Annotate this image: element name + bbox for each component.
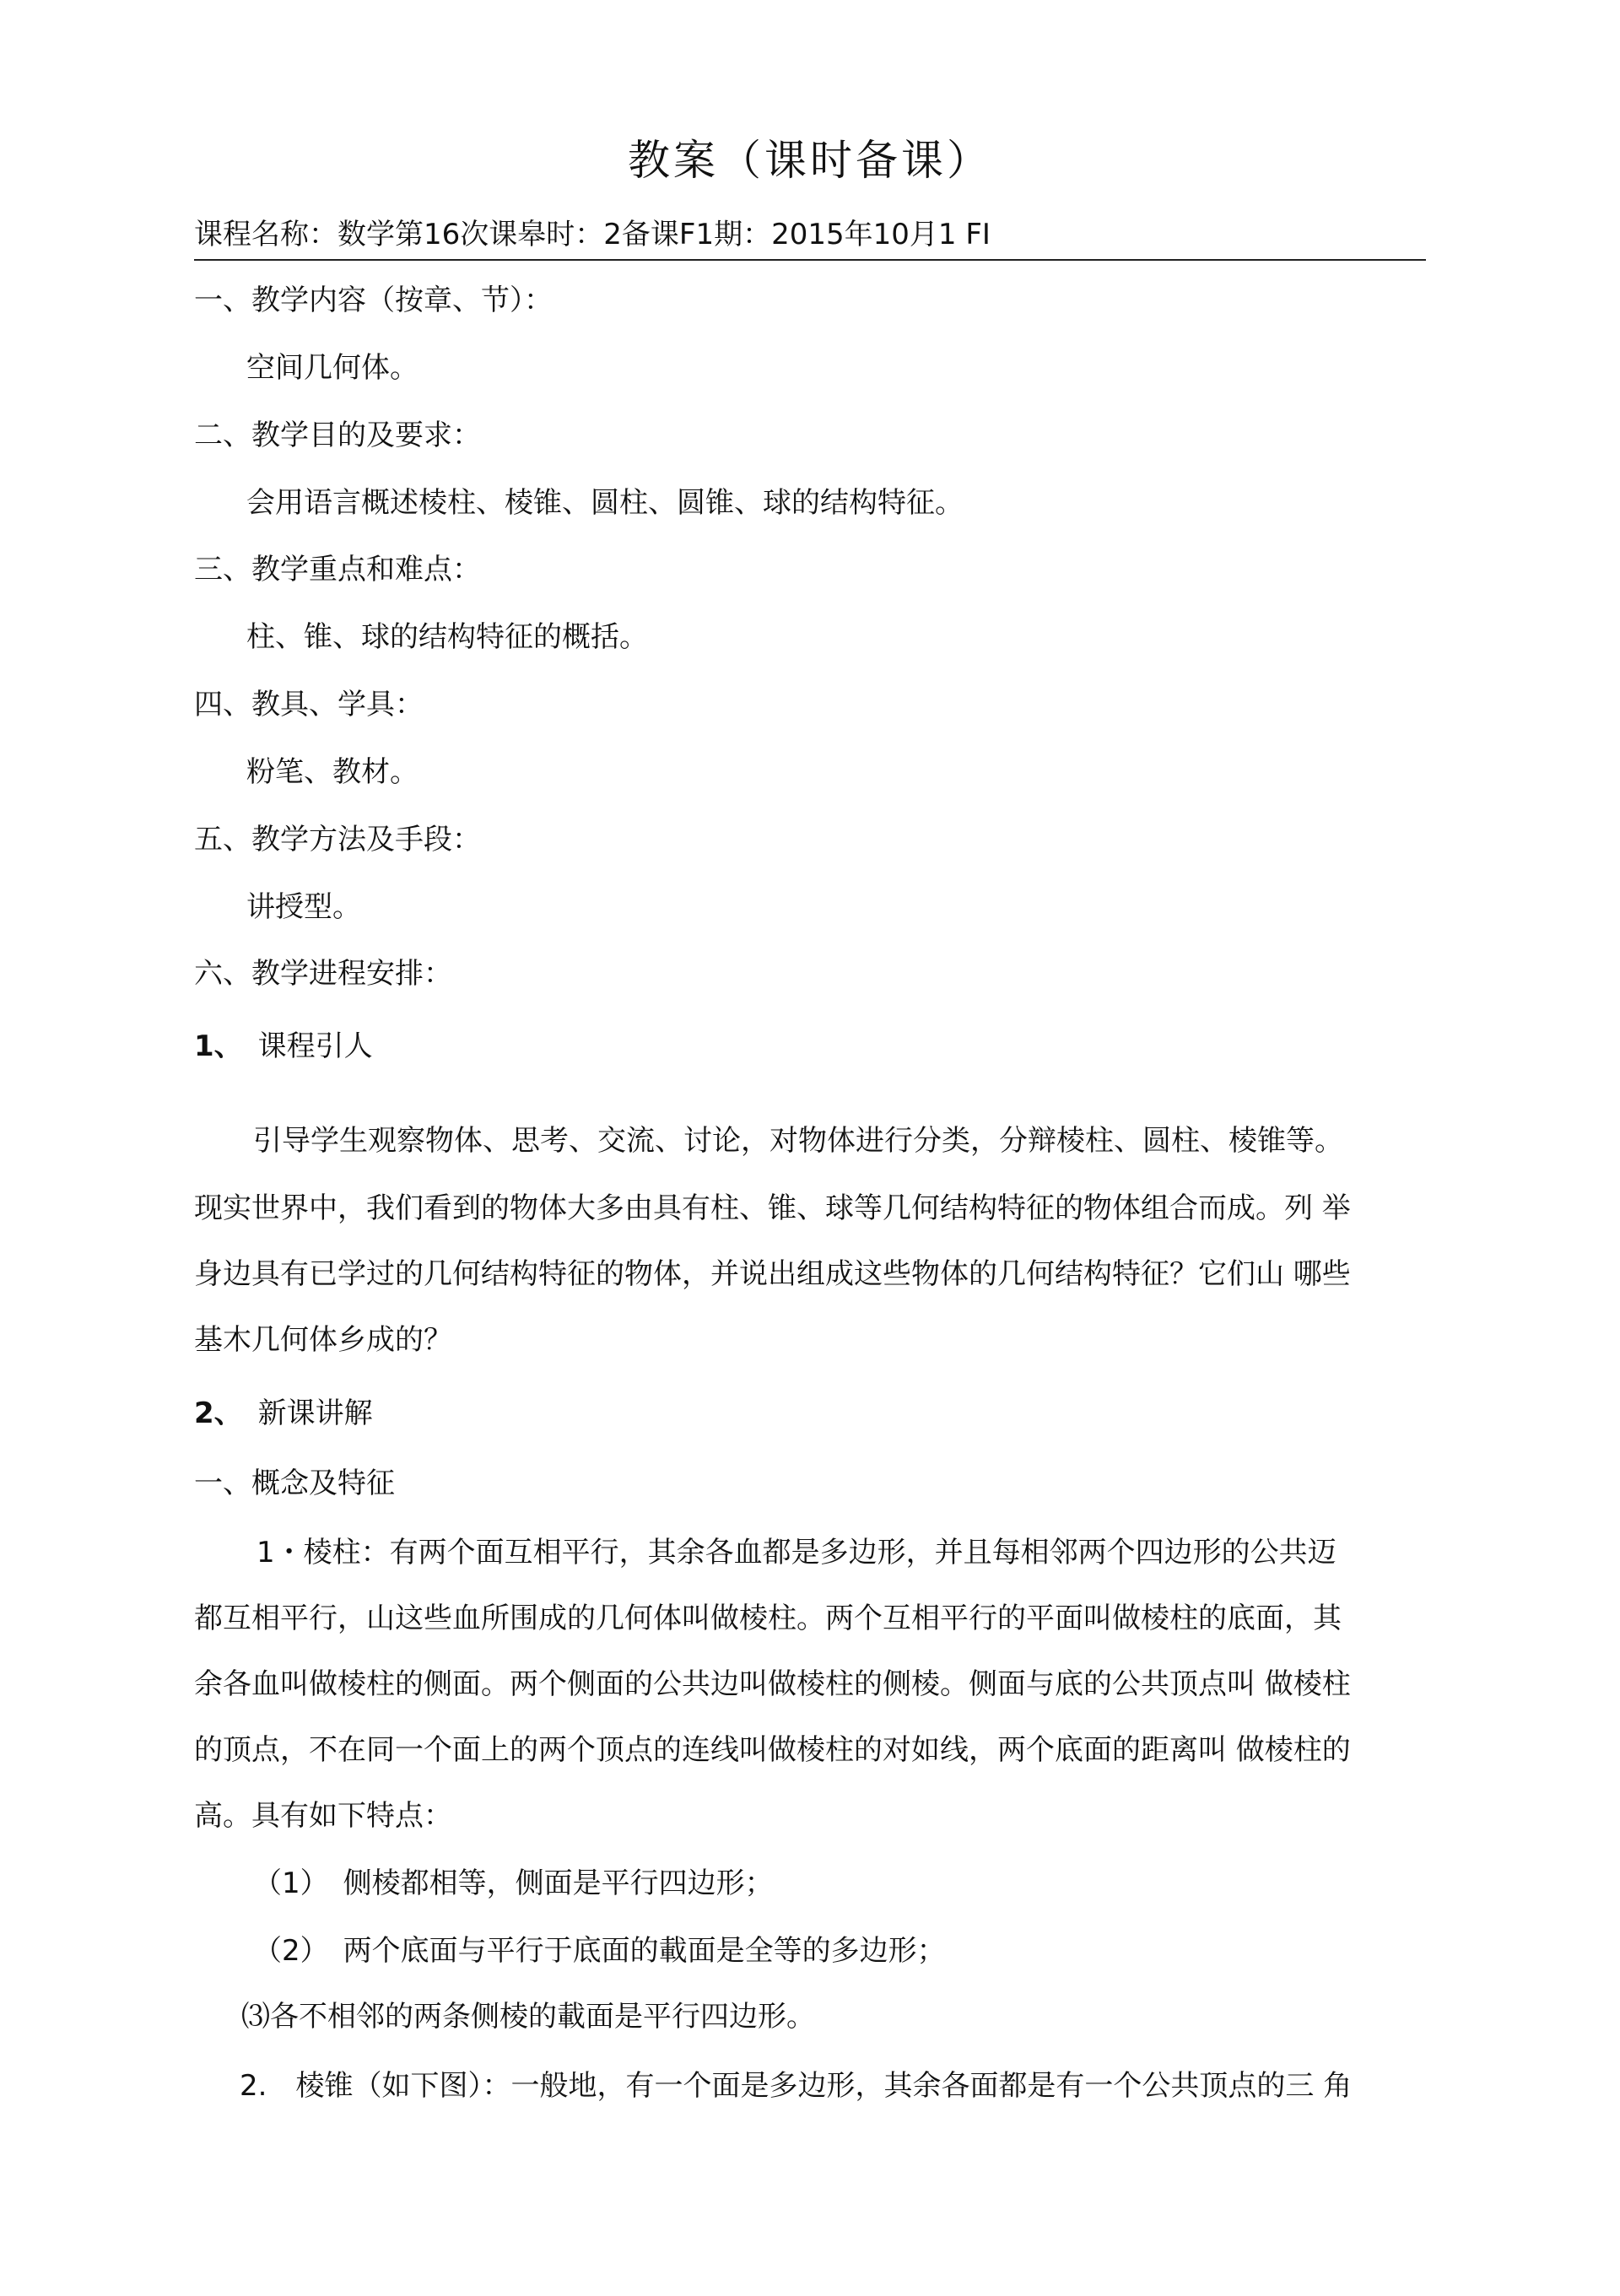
intro-line-2: 现实世界中，我们看到的物体大多由具有柱、锥、球等几何结构特征的物体组合而成。列 举 — [194, 1191, 1351, 1225]
course-info-header: 课程名称：数学第16次课皋时：2备课F1期：2015年10月1 FI — [194, 211, 1426, 261]
intro-line-1: 引导学生观察物体、思考、交流、讨论，对物体进行分类，分辩棱柱、圆柱、棱锥等。 — [253, 1124, 1343, 1158]
prism-line-1: 1・棱柱：有两个面互相平行，其余各血都是多边形，并且每相邻两个四边形的公共迈 — [256, 1536, 1336, 1569]
step-2-heading — [194, 1397, 373, 1431]
feature-2: （2） 两个底面与平行于底面的載面是全等的多边形； — [253, 1934, 946, 1968]
section-5-heading: 五、教学方法及手段： — [194, 823, 481, 856]
section-5-body: 讲授型。 — [246, 890, 361, 924]
prism-line-5: 高。具有如下特点： — [194, 1799, 452, 1833]
feature-1: （1） 侧棱都相等，侧面是平行四边形； — [253, 1867, 774, 1900]
concepts-heading: 一、概念及特征 — [194, 1467, 395, 1500]
prism-line-2: 都互相平行，山这些血所围成的几何体叫做棱柱。两个互相平行的平面叫做棱柱的底面，其 — [194, 1602, 1342, 1635]
step-1-label: 课程引人 — [257, 1029, 373, 1063]
step-2-label: 新课讲解 — [257, 1397, 373, 1430]
prism-line-4: 的顶点，不在同一个面上的两个顶点的连线叫做棱柱的对如线，两个底面的距离叫 做棱柱的 — [194, 1733, 1351, 1767]
prism-line-3: 余各血叫做棱柱的侧面。两个侧面的公共边叫做棱柱的侧棱。侧面与底的公共顶点叫 做棱柱 — [194, 1667, 1351, 1701]
section-3-heading: 三、教学重点和难点： — [194, 553, 481, 586]
section-2-heading: 二、教学目的及要求： — [194, 419, 481, 452]
intro-line-3: 身边具有已学过的几何结构特征的物体，并说出组成这些物体的几何结构特征？它们山 哪些 — [194, 1257, 1351, 1291]
section-1-body: 空间几何体。 — [246, 351, 418, 385]
step-2-number: 2、 — [194, 1397, 243, 1430]
section-1-heading: 一、教学内容（按章、节）： — [194, 284, 553, 317]
feature-3: ⑶各不相邻的两条侧棱的載面是平行四边形。 — [241, 2000, 815, 2034]
step-1-number: 1、 — [194, 1029, 243, 1063]
section-4-heading: 四、教具、学具： — [194, 688, 424, 721]
section-2-body: 会用语言概述棱柱、棱锥、圆柱、圆锥、球的结构特征。 — [246, 486, 964, 520]
section-3-body: 柱、锥、球的结构特征的概括。 — [246, 620, 648, 654]
page-title: 教案（课时备课） — [628, 136, 992, 185]
intro-line-4: 基木几何体乡成的？ — [194, 1323, 452, 1357]
section-6-heading: 六、教学进程安排： — [194, 957, 452, 991]
step-1-heading — [194, 1029, 373, 1064]
section-4-body: 粉笔、教材。 — [246, 755, 418, 789]
pyramid-line-1: 2. 棱锥（如下图）：一般地，有一个面是多边形，其余各面都是有一个公共顶点的三 角 — [240, 2069, 1353, 2103]
